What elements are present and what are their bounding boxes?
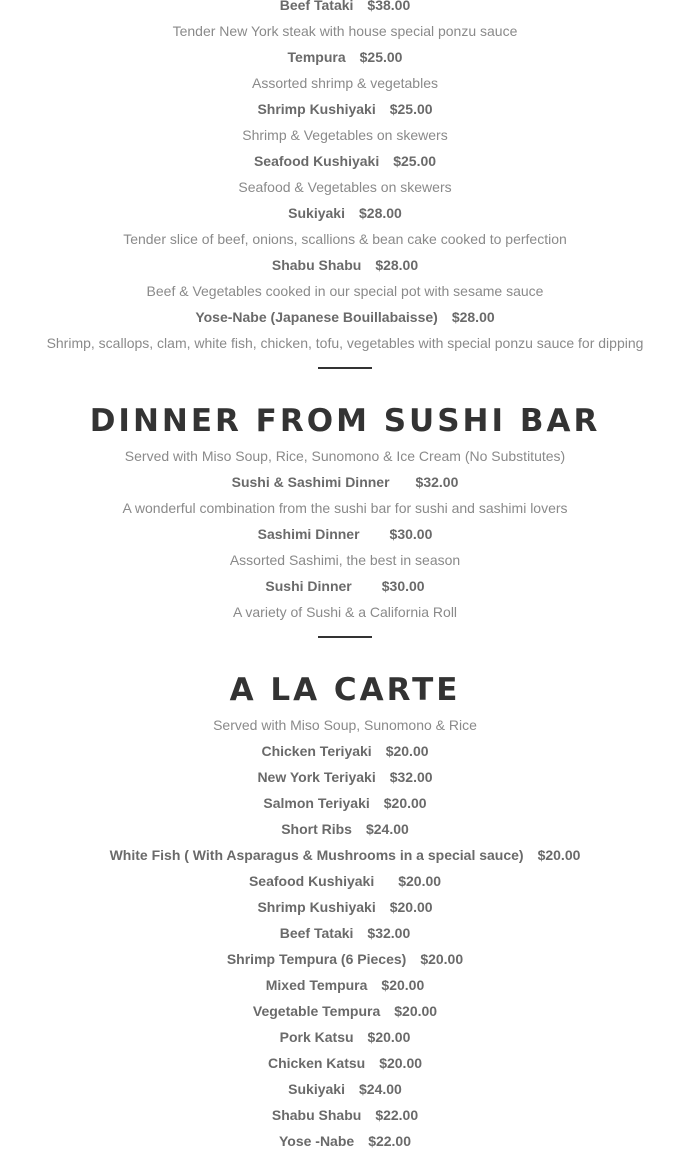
menu-item bbox=[0, 148, 690, 174]
item-name: Beef Tataki bbox=[279, 0, 354, 13]
menu-item bbox=[0, 920, 690, 946]
sushi-bar-section bbox=[0, 399, 690, 625]
item-description: A wonderful combination from the sushi bar for sushi and sashimi lovers bbox=[122, 500, 568, 516]
item-price: $25.00 bbox=[389, 101, 433, 117]
item-price: $28.00 bbox=[359, 205, 402, 221]
menu-item bbox=[0, 842, 690, 868]
item-price: $32.00 bbox=[367, 925, 411, 941]
item-price: $24.00 bbox=[365, 821, 409, 837]
item-name: Pork Katsu bbox=[279, 1029, 354, 1045]
item-name: Sushi & Sashimi Dinner bbox=[231, 474, 390, 490]
item-description: A variety of Sushi & a California Roll bbox=[232, 604, 458, 620]
item-price: $25.00 bbox=[393, 153, 437, 169]
item-price: $24.00 bbox=[359, 1081, 402, 1097]
item-description: Assorted Sashimi, the best in season bbox=[229, 552, 461, 568]
item-name: Shrimp Kushiyaki bbox=[257, 101, 376, 117]
item-price: $20.00 bbox=[383, 795, 427, 811]
item-price: $20.00 bbox=[379, 1055, 423, 1071]
item-name: Yose-Nabe (Japanese Bouillabaisse) bbox=[195, 309, 438, 325]
section-heading: A LA CARTE bbox=[229, 672, 461, 708]
item-price: $28.00 bbox=[375, 257, 419, 273]
item-name: Yose -Nabe bbox=[278, 1133, 355, 1149]
item-price: $30.00 bbox=[389, 526, 433, 542]
item-name: Mixed Tempura bbox=[265, 977, 368, 993]
item-price: $32.00 bbox=[389, 769, 433, 785]
a-la-carte-section bbox=[0, 668, 690, 1154]
item-description: Shrimp, scallops, clam, white fish, chicken, tofu, vegetables with special ponzu sauce for dipping bbox=[46, 335, 644, 351]
item-price: $25.00 bbox=[359, 49, 403, 65]
menu-item bbox=[0, 738, 690, 764]
menu-item bbox=[0, 972, 690, 998]
item-name: Beef Tataki bbox=[279, 925, 354, 941]
item-price: $20.00 bbox=[381, 977, 425, 993]
section-heading: DINNER FROM SUSHI BAR bbox=[89, 403, 601, 439]
menu-item bbox=[0, 0, 690, 18]
menu-item bbox=[0, 868, 690, 894]
menu-item bbox=[0, 1102, 690, 1128]
menu-item bbox=[0, 1050, 690, 1076]
item-name: Shabu Shabu bbox=[271, 257, 362, 273]
item-name: Short Ribs bbox=[281, 821, 352, 837]
item-name: Shrimp Kushiyaki bbox=[257, 899, 376, 915]
item-name: New York Teriyaki bbox=[257, 769, 376, 785]
item-description: Tender slice of beef, onions, scallions & bean cake cooked to perfection bbox=[123, 231, 567, 247]
item-name: Sukiyaki bbox=[288, 205, 345, 221]
item-description: Shrimp & Vegetables on skewers bbox=[242, 127, 448, 143]
menu-item bbox=[0, 816, 690, 842]
item-price: $20.00 bbox=[537, 847, 581, 863]
item-name: Sushi Dinner bbox=[265, 578, 352, 594]
item-price: $20.00 bbox=[389, 899, 433, 915]
item-price: $22.00 bbox=[375, 1107, 419, 1123]
item-name: Tempura bbox=[287, 49, 346, 65]
menu-item bbox=[0, 1076, 690, 1102]
menu-item bbox=[0, 521, 690, 547]
item-name: Sukiyaki bbox=[288, 1081, 345, 1097]
menu-item bbox=[0, 1024, 690, 1050]
item-name: Seafood Kushiyaki bbox=[253, 153, 380, 169]
item-name: Chicken Teriyaki bbox=[261, 743, 372, 759]
item-name: Shabu Shabu bbox=[271, 1107, 362, 1123]
top-menu-list bbox=[0, 0, 690, 356]
item-price: $28.00 bbox=[451, 309, 495, 325]
item-price: $20.00 bbox=[367, 1029, 411, 1045]
section-subtitle: Served with Miso Soup, Rice, Sunomono & Ice Cream (No Substitutes) bbox=[124, 448, 566, 464]
item-price: $32.00 bbox=[415, 474, 459, 490]
menu-item bbox=[0, 573, 690, 599]
item-description: Seafood & Vegetables on skewers bbox=[238, 179, 452, 195]
menu-item bbox=[0, 44, 690, 70]
item-price: $20.00 bbox=[398, 873, 442, 889]
menu-item bbox=[0, 894, 690, 920]
item-description: Assorted shrimp & vegetables bbox=[252, 75, 438, 91]
item-price: $22.00 bbox=[368, 1133, 412, 1149]
item-name: Seafood Kushiyaki bbox=[248, 873, 375, 889]
item-name: Salmon Teriyaki bbox=[263, 795, 370, 811]
item-price: $38.00 bbox=[367, 0, 411, 13]
menu-item bbox=[0, 469, 690, 495]
menu-item bbox=[0, 946, 690, 972]
section-subtitle: Served with Miso Soup, Sunomono & Rice bbox=[213, 717, 477, 733]
menu-item bbox=[0, 96, 690, 122]
menu-item bbox=[0, 1128, 690, 1154]
item-price: $20.00 bbox=[385, 743, 429, 759]
menu-item bbox=[0, 790, 690, 816]
item-price: $20.00 bbox=[420, 951, 464, 967]
menu-item bbox=[0, 252, 690, 278]
item-price: $30.00 bbox=[381, 578, 425, 594]
item-name: Shrimp Tempura (6 Pieces) bbox=[226, 951, 407, 967]
menu-item bbox=[0, 764, 690, 790]
item-description: Tender New York steak with house special ponzu sauce bbox=[172, 23, 518, 39]
item-name: White Fish ( With Asparagus & Mushrooms in a special sauce) bbox=[109, 847, 524, 863]
item-name: Sashimi Dinner bbox=[257, 526, 360, 542]
item-name: Chicken Katsu bbox=[267, 1055, 366, 1071]
item-price: $20.00 bbox=[394, 1003, 438, 1019]
menu-item bbox=[0, 304, 690, 330]
menu-item bbox=[0, 200, 690, 226]
menu-item bbox=[0, 998, 690, 1024]
item-name: Vegetable Tempura bbox=[252, 1003, 381, 1019]
item-description: Beef & Vegetables cooked in our special pot with sesame sauce bbox=[146, 283, 544, 299]
